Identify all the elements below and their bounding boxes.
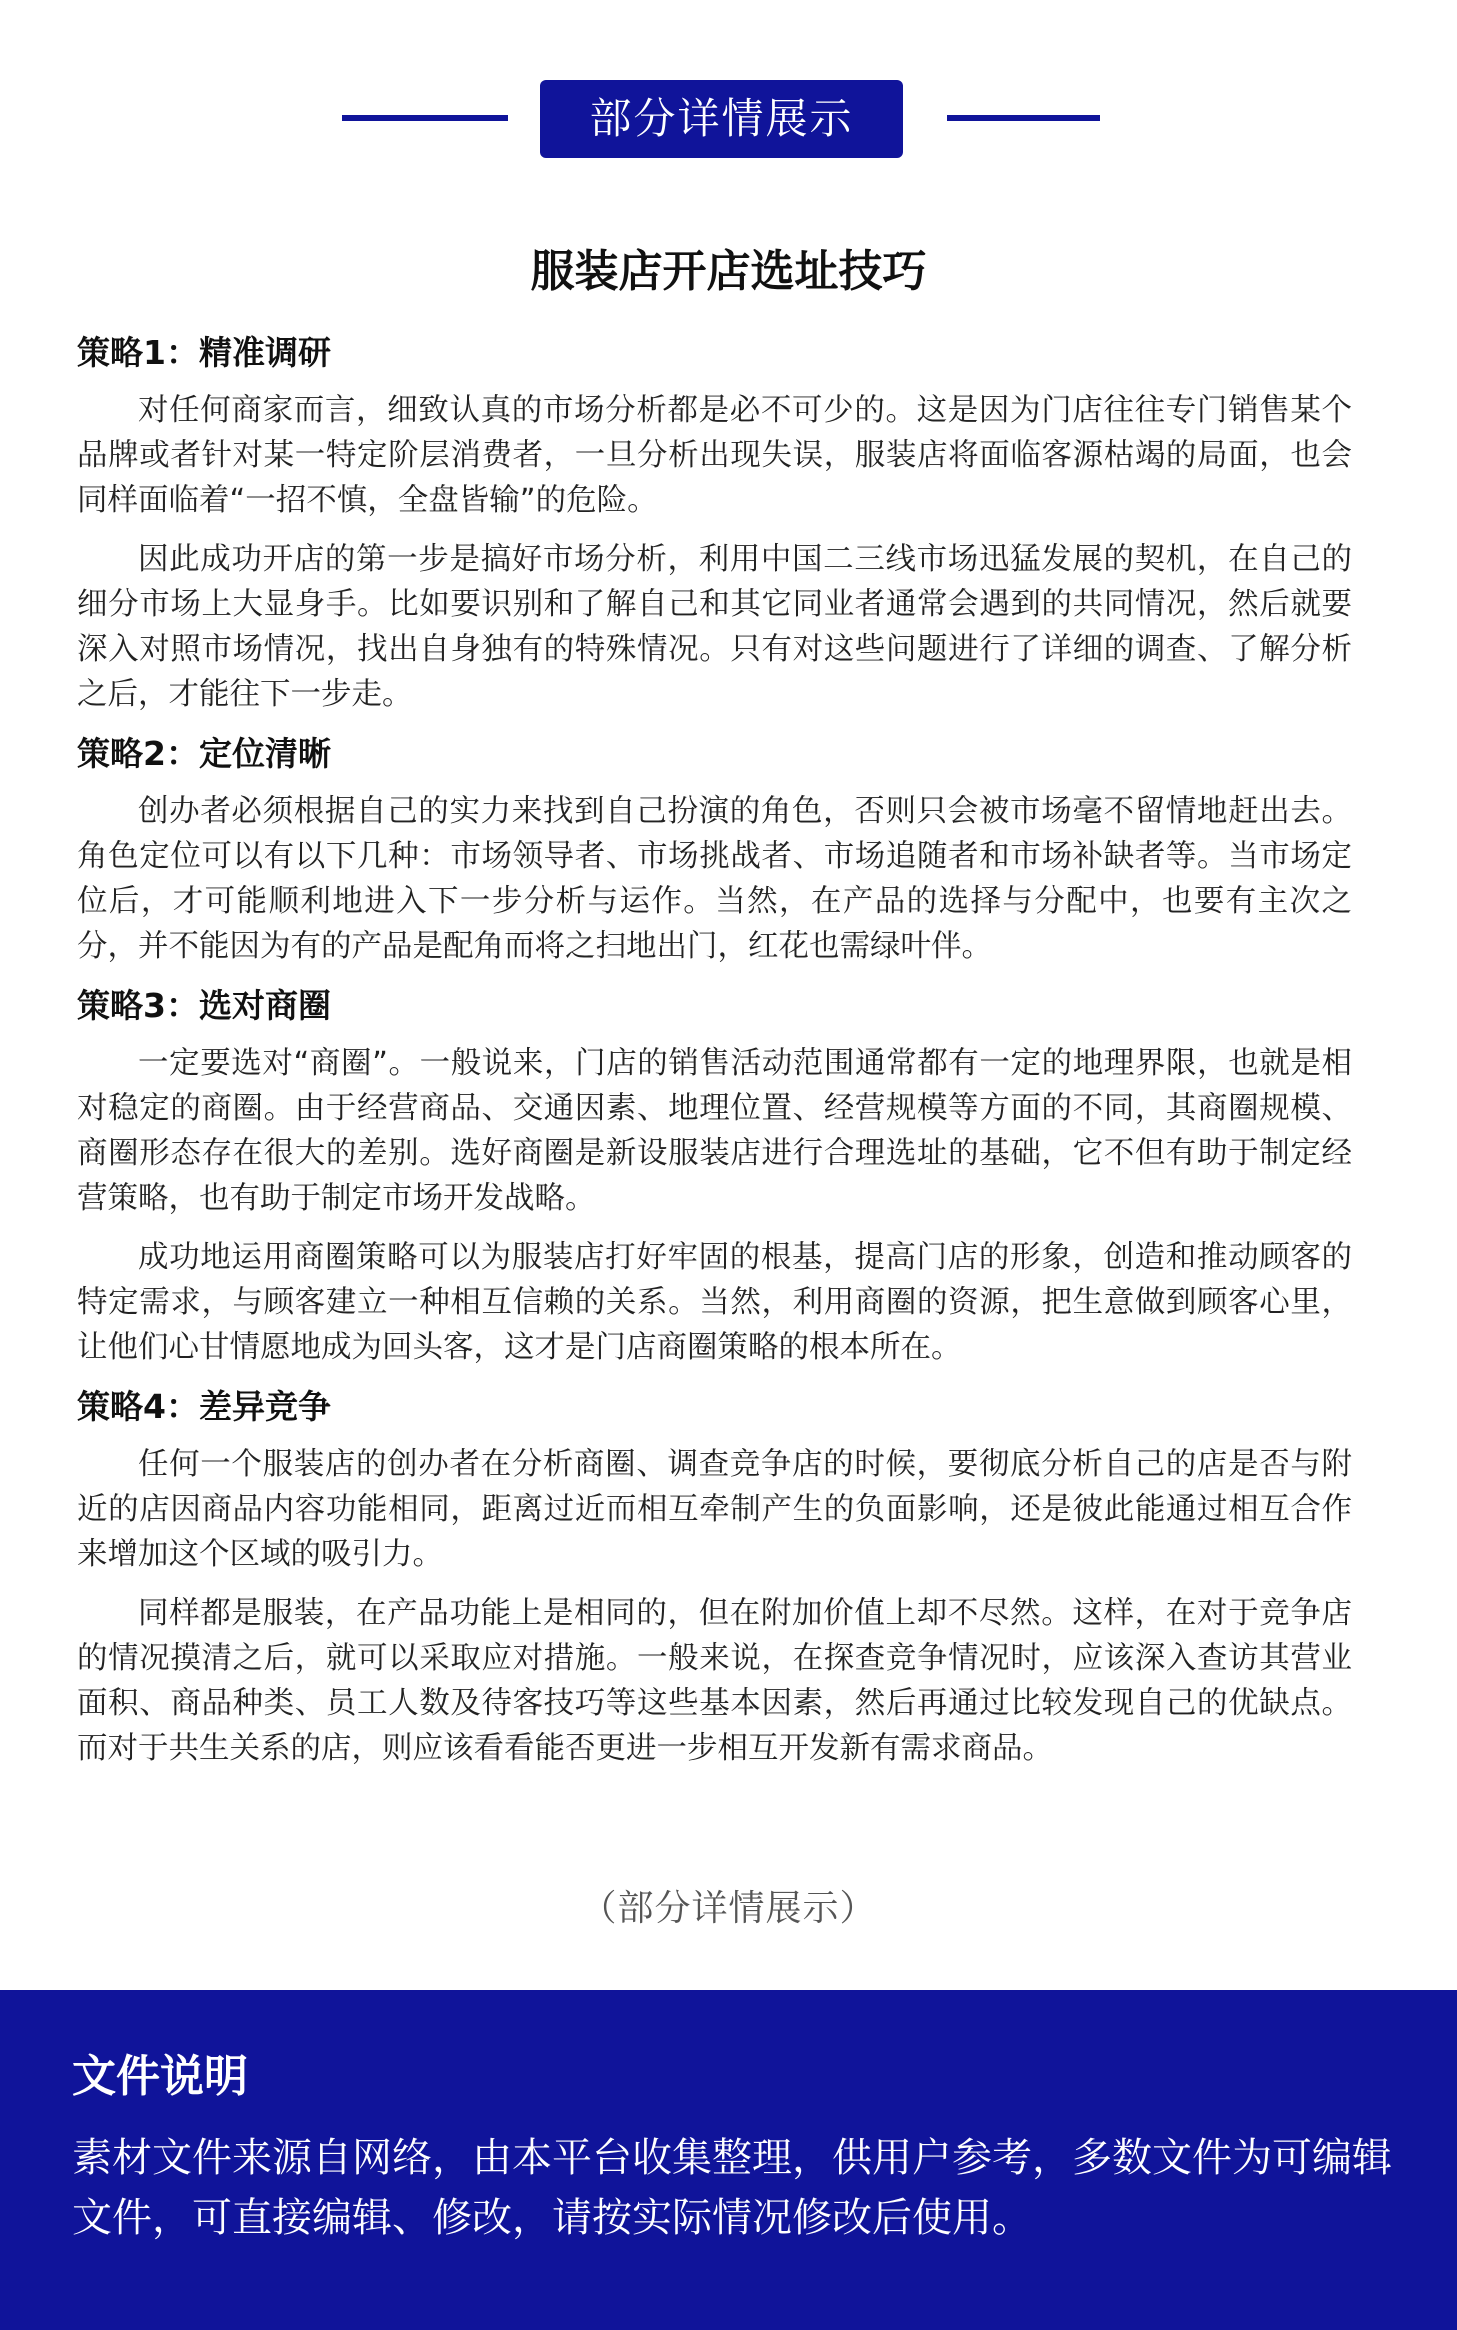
paragraph: 对任何商家而言，细致认真的市场分析都是必不可少的。这是因为门店往往专门销售某个品牌或者针对某一特定阶层消费者，一旦分析出现失误，服装店将面临客源枯竭的局面，也会同样面临着“一招不慎，全盘皆输”的危险。 — [77, 393, 1352, 518]
file-note-body: 素材文件来源自网络，由本平台收集整理，供用户参考，多数文件为可编辑文件，可直接编辑、修改，请按实际情况修改后使用。 — [72, 2135, 1392, 2241]
document-title: 服装店开店选址技巧 — [530, 246, 927, 297]
paragraph: 成功地运用商圈策略可以为服装店打好牢固的根基，提高门店的形象，创造和推动顾客的特定需求，与顾客建立一种相互信赖的关系。当然，利用商圈的资源，把生意做到顾客心里，让他们心甘情愿地成为回头客，这才是门店商圈策略的根本所在。 — [77, 1240, 1352, 1365]
partial-preview-note: （部分详情展示） — [580, 1888, 877, 1929]
header-bar — [0, 80, 1457, 158]
header-badge: 部分详情展示 — [540, 80, 903, 158]
document-content — [77, 330, 1352, 1785]
strategy-heading: 策略1：精准调研 — [77, 333, 331, 372]
paragraph: 创办者必须根据自己的实力来找到自己扮演的角色，否则只会被市场毫不留情地赶出去。角色定位可以有以下几种：市场领导者、市场挑战者、市场追随者和市场补缺者等。当市场定位后，才可能顺利地进入下一步分析与运作。当然，在产品的选择与分配中，也要有主次之分，并不能因为有的产品是配角而将之扫地出门，红花也需绿叶伴。 — [77, 794, 1352, 964]
file-note-panel — [0, 1990, 1457, 2330]
strategy-section-1 — [77, 330, 1352, 717]
strategy-section-2 — [77, 731, 1352, 969]
strategy-heading: 策略2：定位清晰 — [77, 734, 331, 773]
header-divider-left — [342, 115, 508, 121]
paragraph: 同样都是服装，在产品功能上是相同的，但在附加价值上却不尽然。这样，在对于竞争店的情况摸清之后，就可以采取应对措施。一般来说，在探查竞争情况时，应该深入查访其营业面积、商品种类、员工人数及待客技巧等这些基本因素，然后再通过比较发现自己的优缺点。而对于共生关系的店，则应该看看能否更进一步相互开发新有需求商品。 — [77, 1596, 1352, 1766]
paragraph: 一定要选对“商圈”。一般说来，门店的销售活动范围通常都有一定的地理界限，也就是相对稳定的商圈。由于经营商品、交通因素、地理位置、经营规模等方面的不同，其商圈规模、商圈形态存在很大的差别。选好商圈是新设服装店进行合理选址的基础，它不但有助于制定经营策略，也有助于制定市场开发战略。 — [77, 1046, 1352, 1216]
file-note-title: 文件说明 — [72, 2051, 248, 2102]
strategy-heading: 策略4：差异竞争 — [77, 1387, 331, 1426]
strategy-section-4 — [77, 1384, 1352, 1771]
paragraph: 因此成功开店的第一步是搞好市场分析，利用中国二三线市场迅猛发展的契机，在自己的细分市场上大显身手。比如要识别和了解自己和其它同业者通常会遇到的共同情况，然后就要深入对照市场情况，找出自身独有的特殊情况。只有对这些问题进行了详细的调查、了解分析之后，才能往下一步走。 — [77, 542, 1352, 712]
header-divider-right — [947, 115, 1100, 121]
strategy-heading: 策略3：选对商圈 — [77, 986, 331, 1025]
paragraph: 任何一个服装店的创办者在分析商圈、调查竞争店的时候，要彻底分析自己的店是否与附近的店因商品内容功能相同，距离过近而相互牵制产生的负面影响，还是彼此能通过相互合作来增加这个区域的吸引力。 — [77, 1447, 1352, 1572]
strategy-section-3 — [77, 983, 1352, 1370]
